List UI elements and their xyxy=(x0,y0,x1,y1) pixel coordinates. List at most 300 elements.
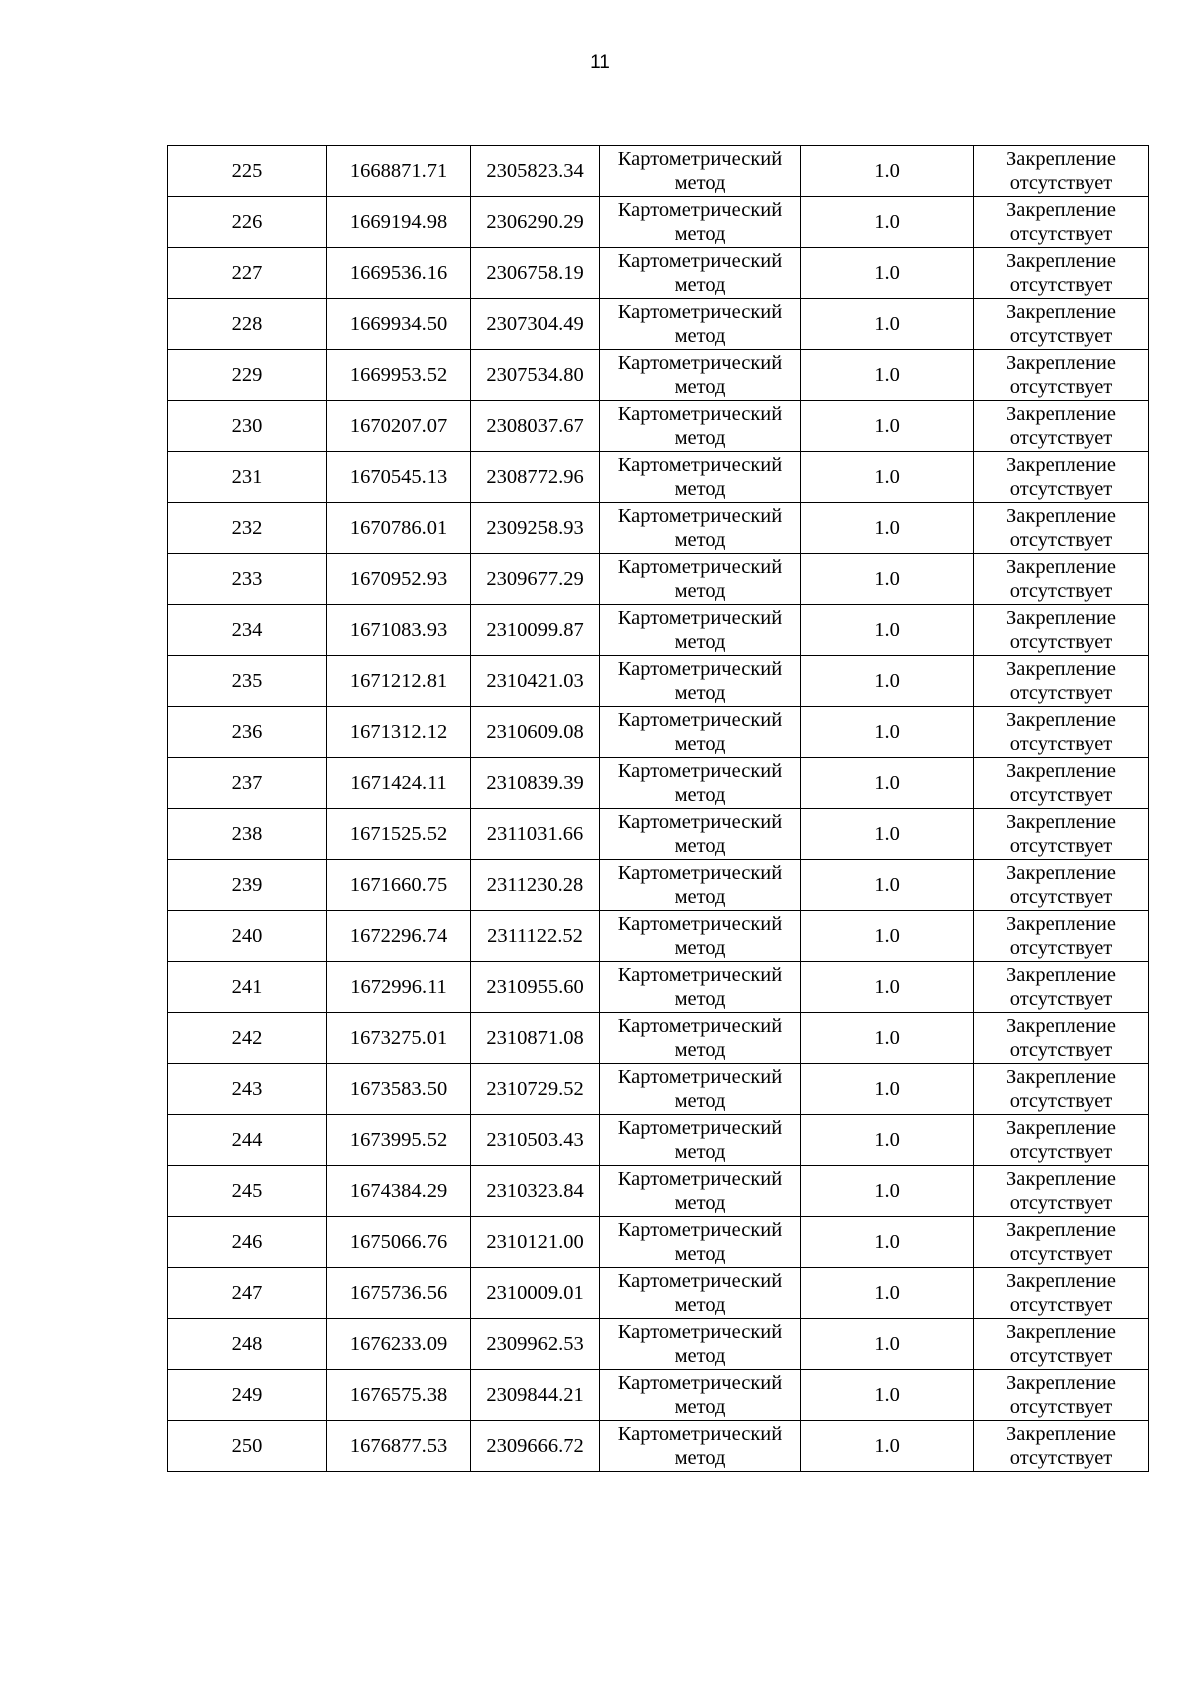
accuracy-cell xyxy=(801,1370,974,1421)
method-line-2: метод xyxy=(674,376,726,398)
table-row xyxy=(168,1166,1149,1217)
fixing-line-2: отсутствует xyxy=(1009,1039,1113,1061)
accuracy-value: 1.0 xyxy=(874,415,900,437)
fixing-line-1: Закрепление xyxy=(1005,913,1117,935)
point-number-cell xyxy=(168,248,327,299)
fixing-cell xyxy=(974,1421,1149,1472)
accuracy-cell xyxy=(801,605,974,656)
fixing-cell xyxy=(974,1319,1149,1370)
table-row xyxy=(168,146,1149,197)
point-number: 234 xyxy=(231,619,263,641)
x-coordinate-cell xyxy=(327,911,471,962)
point-number-cell xyxy=(168,656,327,707)
accuracy-value: 1.0 xyxy=(874,1078,900,1100)
fixing-line-1: Закрепление xyxy=(1005,862,1117,884)
accuracy-cell xyxy=(801,707,974,758)
fixing-cell xyxy=(974,1268,1149,1319)
method-line-1: Картометрический xyxy=(617,301,783,323)
x-coordinate-cell xyxy=(327,1421,471,1472)
fixing-cell xyxy=(974,350,1149,401)
y-coordinate-cell xyxy=(471,197,600,248)
y-coordinate: 2309258.93 xyxy=(486,517,584,539)
accuracy-cell xyxy=(801,1013,974,1064)
method-line-1: Картометрический xyxy=(617,658,783,680)
x-coordinate: 1672296.74 xyxy=(349,925,448,947)
y-coordinate-cell xyxy=(471,1115,600,1166)
method-line-1: Картометрический xyxy=(617,352,783,374)
x-coordinate: 1671312.12 xyxy=(349,721,448,743)
point-number: 229 xyxy=(231,364,263,386)
method-line-1: Картометрический xyxy=(617,505,783,527)
y-coordinate-cell xyxy=(471,350,600,401)
point-number: 236 xyxy=(231,721,263,743)
y-coordinate-cell xyxy=(471,962,600,1013)
method-line-1: Картометрический xyxy=(617,556,783,578)
method-cell xyxy=(600,656,801,707)
point-number-cell xyxy=(168,1013,327,1064)
method-line-2: метод xyxy=(674,1345,726,1367)
point-number: 242 xyxy=(231,1027,263,1049)
point-number-cell xyxy=(168,707,327,758)
method-line-2: метод xyxy=(674,1294,726,1316)
accuracy-value: 1.0 xyxy=(874,1435,900,1457)
y-coordinate: 2310871.08 xyxy=(486,1027,584,1049)
method-cell xyxy=(600,146,801,197)
method-cell xyxy=(600,554,801,605)
accuracy-cell xyxy=(801,758,974,809)
x-coordinate: 1670545.13 xyxy=(349,466,448,488)
method-cell xyxy=(600,758,801,809)
x-coordinate-cell xyxy=(327,656,471,707)
y-coordinate: 2306758.19 xyxy=(486,262,584,284)
fixing-line-2: отсутствует xyxy=(1009,1243,1113,1265)
table-row xyxy=(168,1421,1149,1472)
y-coordinate-cell xyxy=(471,1064,600,1115)
method-line-1: Картометрический xyxy=(617,1423,783,1445)
x-coordinate-cell xyxy=(327,452,471,503)
y-coordinate: 2310609.08 xyxy=(486,721,584,743)
x-coordinate-cell xyxy=(327,962,471,1013)
method-line-2: метод xyxy=(674,733,726,755)
point-number: 250 xyxy=(231,1435,263,1457)
y-coordinate-cell xyxy=(471,146,600,197)
x-coordinate-cell xyxy=(327,1115,471,1166)
method-line-2: метод xyxy=(674,1141,726,1163)
fixing-line-1: Закрепление xyxy=(1005,1168,1117,1190)
point-number: 244 xyxy=(231,1129,263,1151)
y-coordinate: 2310729.52 xyxy=(486,1078,584,1100)
point-number: 231 xyxy=(231,466,263,488)
point-number-cell xyxy=(168,911,327,962)
x-coordinate-cell xyxy=(327,350,471,401)
x-coordinate-cell xyxy=(327,860,471,911)
method-line-1: Картометрический xyxy=(617,1270,783,1292)
accuracy-cell xyxy=(801,1115,974,1166)
method-cell xyxy=(600,350,801,401)
point-number-cell xyxy=(168,1370,327,1421)
method-cell xyxy=(600,1319,801,1370)
table-row xyxy=(168,1268,1149,1319)
method-cell xyxy=(600,1421,801,1472)
fixing-cell xyxy=(974,911,1149,962)
y-coordinate-cell xyxy=(471,401,600,452)
method-cell xyxy=(600,197,801,248)
y-coordinate: 2306290.29 xyxy=(486,211,584,233)
y-coordinate: 2307534.80 xyxy=(486,364,584,386)
accuracy-cell xyxy=(801,962,974,1013)
y-coordinate: 2311230.28 xyxy=(486,874,584,896)
fixing-line-1: Закрепление xyxy=(1005,301,1117,323)
accuracy-value: 1.0 xyxy=(874,721,900,743)
point-number-cell xyxy=(168,962,327,1013)
fixing-line-1: Закрепление xyxy=(1005,403,1117,425)
fixing-cell xyxy=(974,809,1149,860)
point-number-cell xyxy=(168,809,327,860)
point-number-cell xyxy=(168,146,327,197)
point-number: 248 xyxy=(231,1333,263,1355)
fixing-line-2: отсутствует xyxy=(1009,733,1113,755)
method-line-2: метод xyxy=(674,172,726,194)
method-line-1: Картометрический xyxy=(617,1168,783,1190)
fixing-line-2: отсутствует xyxy=(1009,682,1113,704)
method-line-1: Картометрический xyxy=(617,913,783,935)
y-coordinate: 2309962.53 xyxy=(486,1333,584,1355)
fixing-line-2: отсутствует xyxy=(1009,1294,1113,1316)
fixing-cell xyxy=(974,962,1149,1013)
point-number: 227 xyxy=(231,262,263,284)
accuracy-value: 1.0 xyxy=(874,1180,900,1202)
method-line-2: метод xyxy=(674,784,726,806)
point-number-cell xyxy=(168,299,327,350)
x-coordinate-cell xyxy=(327,503,471,554)
y-coordinate: 2311122.52 xyxy=(487,925,583,947)
fixing-cell xyxy=(974,452,1149,503)
y-coordinate: 2310009.01 xyxy=(486,1282,584,1304)
method-line-2: метод xyxy=(674,274,726,296)
fixing-line-2: отсутствует xyxy=(1009,988,1113,1010)
table-body xyxy=(168,146,1149,1472)
method-line-2: метод xyxy=(674,1396,726,1418)
accuracy-value: 1.0 xyxy=(874,823,900,845)
method-line-1: Картометрический xyxy=(617,964,783,986)
accuracy-cell xyxy=(801,503,974,554)
point-number-cell xyxy=(168,1319,327,1370)
method-cell xyxy=(600,1064,801,1115)
method-cell xyxy=(600,1370,801,1421)
table-row xyxy=(168,503,1149,554)
method-line-2: метод xyxy=(674,1447,726,1469)
x-coordinate-cell xyxy=(327,1166,471,1217)
fixing-line-1: Закрепление xyxy=(1005,148,1117,170)
method-line-2: метод xyxy=(674,631,726,653)
x-coordinate-cell xyxy=(327,248,471,299)
accuracy-cell xyxy=(801,197,974,248)
accuracy-cell xyxy=(801,1064,974,1115)
y-coordinate: 2310421.03 xyxy=(486,670,584,692)
x-coordinate-cell xyxy=(327,605,471,656)
fixing-line-1: Закрепление xyxy=(1005,760,1117,782)
accuracy-cell xyxy=(801,860,974,911)
point-number: 241 xyxy=(231,976,263,998)
method-line-2: метод xyxy=(674,325,726,347)
y-coordinate-cell xyxy=(471,707,600,758)
y-coordinate: 2307304.49 xyxy=(486,313,584,335)
accuracy-cell xyxy=(801,1217,974,1268)
method-cell xyxy=(600,707,801,758)
y-coordinate-cell xyxy=(471,299,600,350)
fixing-cell xyxy=(974,1064,1149,1115)
table-row xyxy=(168,1217,1149,1268)
y-coordinate-cell xyxy=(471,1013,600,1064)
x-coordinate: 1671083.93 xyxy=(349,619,448,641)
x-coordinate-cell xyxy=(327,554,471,605)
fixing-cell xyxy=(974,299,1149,350)
accuracy-value: 1.0 xyxy=(874,568,900,590)
fixing-line-2: отсутствует xyxy=(1009,478,1113,500)
x-coordinate: 1671424.11 xyxy=(350,772,447,794)
y-coordinate: 2311031.66 xyxy=(486,823,584,845)
table-row xyxy=(168,554,1149,605)
fixing-line-1: Закрепление xyxy=(1005,1321,1117,1343)
fixing-cell xyxy=(974,707,1149,758)
accuracy-value: 1.0 xyxy=(874,517,900,539)
table-row xyxy=(168,605,1149,656)
accuracy-cell xyxy=(801,809,974,860)
fixing-cell xyxy=(974,1013,1149,1064)
y-coordinate-cell xyxy=(471,911,600,962)
coordinates-table xyxy=(167,145,1149,1472)
y-coordinate: 2308037.67 xyxy=(486,415,584,437)
fixing-line-1: Закрепление xyxy=(1005,556,1117,578)
method-line-2: метод xyxy=(674,1243,726,1265)
accuracy-value: 1.0 xyxy=(874,1282,900,1304)
x-coordinate-cell xyxy=(327,1013,471,1064)
method-line-2: метод xyxy=(674,682,726,704)
point-number: 225 xyxy=(231,160,263,182)
fixing-line-1: Закрепление xyxy=(1005,505,1117,527)
y-coordinate-cell xyxy=(471,656,600,707)
accuracy-cell xyxy=(801,350,974,401)
x-coordinate: 1672996.11 xyxy=(350,976,447,998)
page-number: 11 xyxy=(590,52,610,73)
point-number-cell xyxy=(168,1268,327,1319)
fixing-line-1: Закрепление xyxy=(1005,1219,1117,1241)
method-cell xyxy=(600,911,801,962)
accuracy-cell xyxy=(801,554,974,605)
x-coordinate-cell xyxy=(327,1370,471,1421)
accuracy-cell xyxy=(801,299,974,350)
y-coordinate: 2309666.72 xyxy=(486,1435,584,1457)
point-number: 235 xyxy=(231,670,263,692)
fixing-line-1: Закрепление xyxy=(1005,1372,1117,1394)
accuracy-cell xyxy=(801,1268,974,1319)
table-row xyxy=(168,656,1149,707)
table-row xyxy=(168,197,1149,248)
method-line-1: Картометрический xyxy=(617,199,783,221)
y-coordinate: 2310099.87 xyxy=(486,619,584,641)
y-coordinate-cell xyxy=(471,1370,600,1421)
fixing-line-2: отсутствует xyxy=(1009,172,1113,194)
fixing-line-2: отсутствует xyxy=(1009,1141,1113,1163)
point-number-cell xyxy=(168,1217,327,1268)
point-number: 226 xyxy=(231,211,263,233)
fixing-line-2: отсутствует xyxy=(1009,529,1113,551)
y-coordinate-cell xyxy=(471,248,600,299)
method-cell xyxy=(600,503,801,554)
x-coordinate-cell xyxy=(327,197,471,248)
fixing-line-2: отсутствует xyxy=(1009,784,1113,806)
method-line-1: Картометрический xyxy=(617,709,783,731)
point-number-cell xyxy=(168,1115,327,1166)
point-number: 233 xyxy=(231,568,263,590)
point-number-cell xyxy=(168,197,327,248)
method-line-2: метод xyxy=(674,223,726,245)
fixing-cell xyxy=(974,1217,1149,1268)
x-coordinate-cell xyxy=(327,707,471,758)
method-line-2: метод xyxy=(674,1090,726,1112)
method-line-2: метод xyxy=(674,886,726,908)
method-cell xyxy=(600,248,801,299)
x-coordinate: 1670786.01 xyxy=(349,517,448,539)
method-line-2: метод xyxy=(674,478,726,500)
accuracy-value: 1.0 xyxy=(874,466,900,488)
point-number-cell xyxy=(168,1166,327,1217)
method-line-1: Картометрический xyxy=(617,148,783,170)
fixing-line-1: Закрепление xyxy=(1005,199,1117,221)
method-line-1: Картометрический xyxy=(617,607,783,629)
y-coordinate: 2310121.00 xyxy=(486,1231,584,1253)
point-number-cell xyxy=(168,452,327,503)
method-line-1: Картометрический xyxy=(617,811,783,833)
fixing-line-2: отсутствует xyxy=(1009,631,1113,653)
table-row xyxy=(168,758,1149,809)
point-number: 228 xyxy=(231,313,263,335)
method-line-2: метод xyxy=(674,1039,726,1061)
y-coordinate-cell xyxy=(471,1166,600,1217)
x-coordinate: 1673995.52 xyxy=(349,1129,448,1151)
method-line-2: метод xyxy=(674,427,726,449)
x-coordinate-cell xyxy=(327,1319,471,1370)
x-coordinate: 1669536.16 xyxy=(349,262,448,284)
accuracy-value: 1.0 xyxy=(874,1231,900,1253)
table-row xyxy=(168,1319,1149,1370)
fixing-line-2: отсутствует xyxy=(1009,580,1113,602)
accuracy-cell xyxy=(801,656,974,707)
fixing-cell xyxy=(974,197,1149,248)
accuracy-value: 1.0 xyxy=(874,1333,900,1355)
x-coordinate: 1674384.29 xyxy=(349,1180,448,1202)
point-number: 237 xyxy=(231,772,263,794)
fixing-cell xyxy=(974,656,1149,707)
y-coordinate: 2310955.60 xyxy=(486,976,584,998)
fixing-line-2: отсутствует xyxy=(1009,274,1113,296)
point-number: 243 xyxy=(231,1078,263,1100)
y-coordinate-cell xyxy=(471,554,600,605)
fixing-line-2: отсутствует xyxy=(1009,223,1113,245)
method-cell xyxy=(600,452,801,503)
y-coordinate: 2309677.29 xyxy=(486,568,584,590)
fixing-line-1: Закрепление xyxy=(1005,454,1117,476)
table-row xyxy=(168,1115,1149,1166)
method-line-2: метод xyxy=(674,1192,726,1214)
fixing-cell xyxy=(974,248,1149,299)
y-coordinate-cell xyxy=(471,503,600,554)
fixing-line-2: отсутствует xyxy=(1009,886,1113,908)
fixing-cell xyxy=(974,554,1149,605)
method-cell xyxy=(600,1268,801,1319)
method-cell xyxy=(600,1217,801,1268)
accuracy-cell xyxy=(801,452,974,503)
x-coordinate-cell xyxy=(327,401,471,452)
point-number: 247 xyxy=(231,1282,263,1304)
method-cell xyxy=(600,1013,801,1064)
x-coordinate: 1669194.98 xyxy=(349,211,448,233)
fixing-line-2: отсутствует xyxy=(1009,427,1113,449)
y-coordinate: 2310323.84 xyxy=(486,1180,584,1202)
table-row xyxy=(168,860,1149,911)
x-coordinate-cell xyxy=(327,146,471,197)
fixing-line-2: отсутствует xyxy=(1009,376,1113,398)
point-number-cell xyxy=(168,758,327,809)
fixing-line-1: Закрепление xyxy=(1005,811,1117,833)
method-cell xyxy=(600,1115,801,1166)
accuracy-value: 1.0 xyxy=(874,262,900,284)
y-coordinate: 2310839.39 xyxy=(486,772,584,794)
method-line-1: Картометрический xyxy=(617,1372,783,1394)
accuracy-value: 1.0 xyxy=(874,772,900,794)
table-row xyxy=(168,809,1149,860)
table-row xyxy=(168,1064,1149,1115)
method-line-2: метод xyxy=(674,835,726,857)
point-number-cell xyxy=(168,860,327,911)
x-coordinate: 1676877.53 xyxy=(349,1435,448,1457)
fixing-line-2: отсутствует xyxy=(1009,937,1113,959)
fixing-cell xyxy=(974,605,1149,656)
method-line-1: Картометрический xyxy=(617,1066,783,1088)
fixing-line-1: Закрепление xyxy=(1005,1423,1117,1445)
fixing-line-2: отсутствует xyxy=(1009,835,1113,857)
fixing-line-1: Закрепление xyxy=(1005,964,1117,986)
fixing-line-2: отсутствует xyxy=(1009,325,1113,347)
accuracy-value: 1.0 xyxy=(874,619,900,641)
point-number: 240 xyxy=(231,925,263,947)
y-coordinate-cell xyxy=(471,758,600,809)
y-coordinate-cell xyxy=(471,1268,600,1319)
point-number-cell xyxy=(168,1421,327,1472)
x-coordinate-cell xyxy=(327,1064,471,1115)
accuracy-cell xyxy=(801,1319,974,1370)
fixing-line-1: Закрепление xyxy=(1005,709,1117,731)
point-number: 232 xyxy=(231,517,263,539)
method-line-1: Картометрический xyxy=(617,862,783,884)
fixing-line-2: отсутствует xyxy=(1009,1447,1113,1469)
method-cell xyxy=(600,860,801,911)
x-coordinate: 1668871.71 xyxy=(349,160,448,182)
fixing-cell xyxy=(974,1115,1149,1166)
accuracy-cell xyxy=(801,1166,974,1217)
x-coordinate-cell xyxy=(327,809,471,860)
y-coordinate-cell xyxy=(471,605,600,656)
x-coordinate: 1676233.09 xyxy=(349,1333,448,1355)
fixing-line-1: Закрепление xyxy=(1005,1270,1117,1292)
accuracy-value: 1.0 xyxy=(874,1027,900,1049)
method-line-1: Картометрический xyxy=(617,454,783,476)
method-cell xyxy=(600,605,801,656)
x-coordinate: 1676575.38 xyxy=(349,1384,448,1406)
method-cell xyxy=(600,401,801,452)
x-coordinate: 1675736.56 xyxy=(349,1282,448,1304)
accuracy-value: 1.0 xyxy=(874,670,900,692)
